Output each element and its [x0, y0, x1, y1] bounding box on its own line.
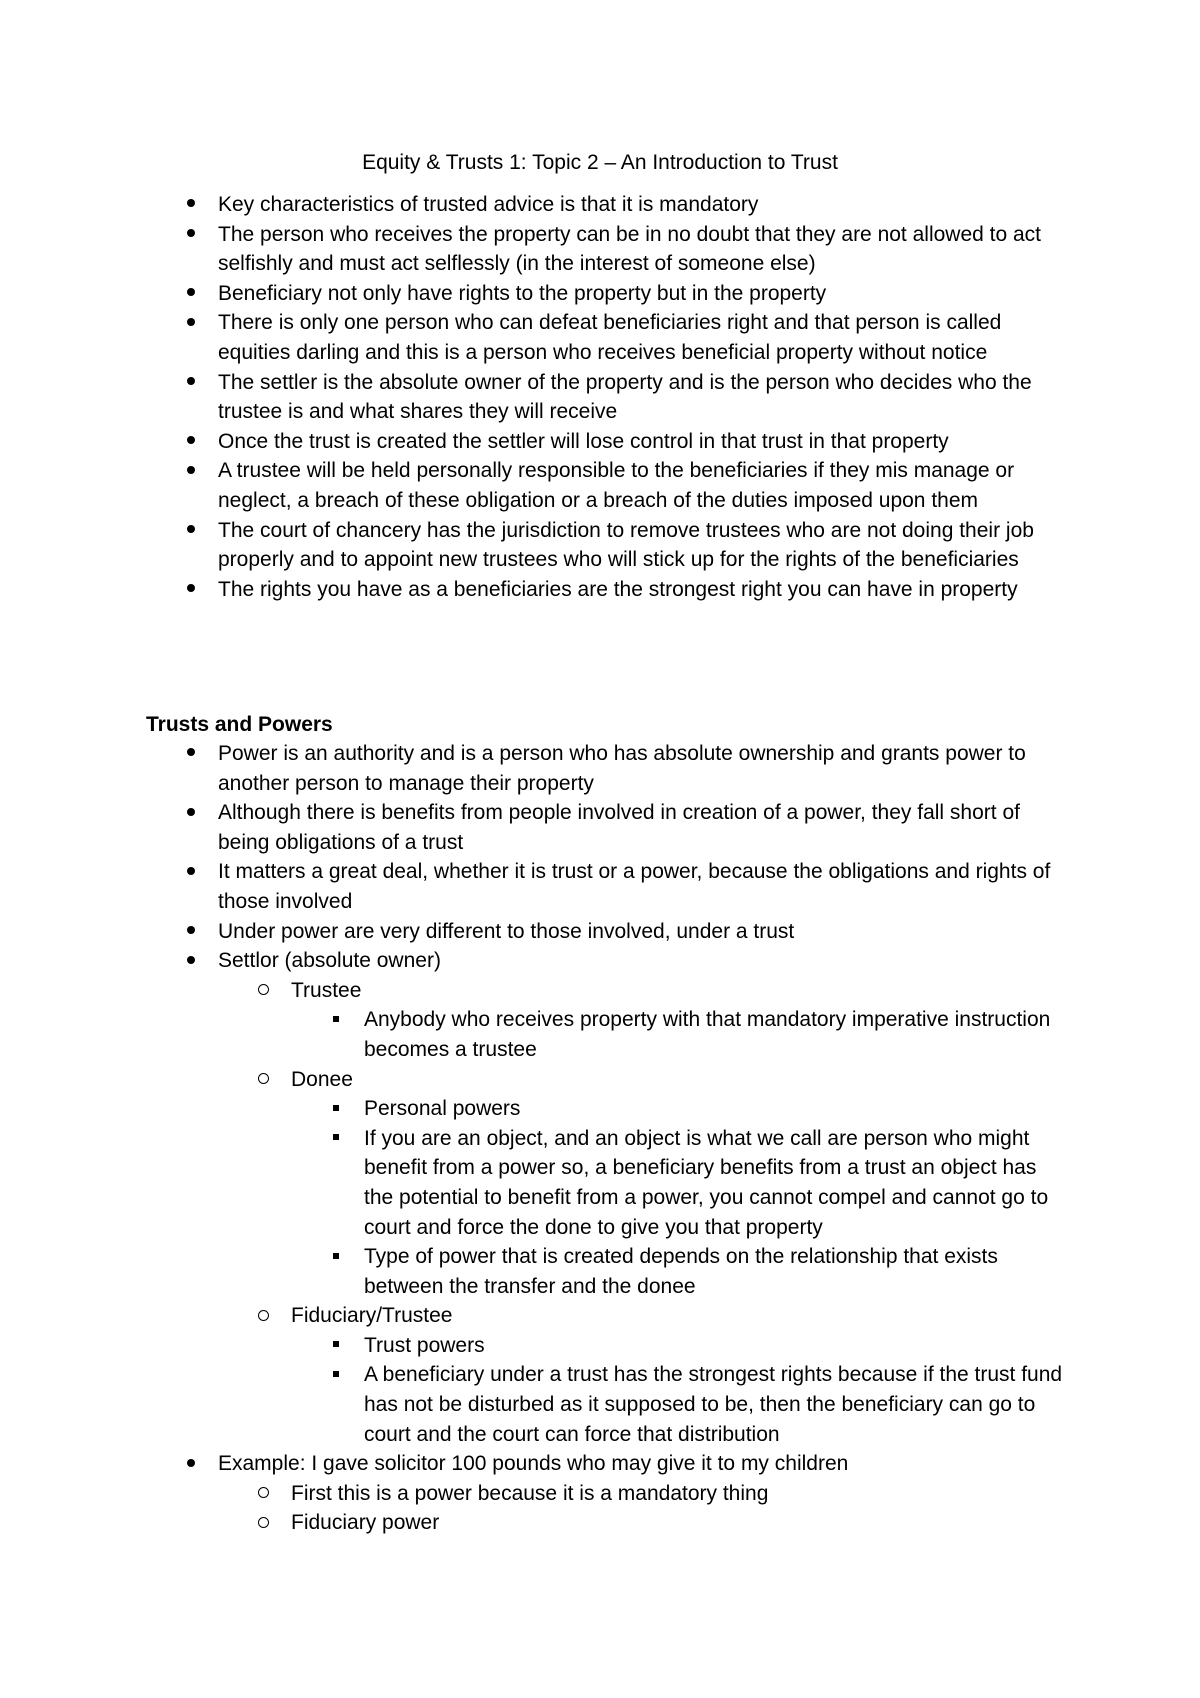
list-item: A beneficiary under a trust has the strongest rights because if the trust fund has not be disturbed as it supposed to be, then the beneficiary can go to court and the court can force that distribution [0, 1360, 1068, 1449]
list-item: If you are an object, and an object is what we call are person who might benefit from a power so, a beneficiary benefits from a trust an object has the potential to benefit from a power, you cannot compel and cannot go to court and force the done to give you that property [0, 1124, 1068, 1242]
bullet-dot-icon [181, 917, 201, 947]
bullet-circle-icon [253, 976, 273, 1006]
list-item: Beneficiary not only have rights to the property but in the property [0, 279, 1068, 309]
list-item: First this is a power because it is a mandatory thing [0, 1479, 1068, 1509]
bullet-dot-icon [181, 516, 201, 546]
bullet-dot-icon [181, 456, 201, 486]
bullet-square-icon [326, 1360, 346, 1390]
bullet-dot-icon [181, 857, 201, 887]
list-item: Fiduciary power [0, 1508, 1068, 1538]
bullet-dot-icon [181, 427, 201, 457]
bullet-dot-icon [181, 798, 201, 828]
bullet-square-icon [326, 1124, 346, 1154]
bullet-dot-icon [181, 279, 201, 309]
list-item: Example: I gave solicitor 100 pounds who may give it to my children [0, 1449, 1068, 1479]
bullet-square-icon [326, 1242, 346, 1272]
list-item: Anybody who receives property with that mandatory imperative instruction becomes a trustee [0, 1005, 1068, 1064]
list-item: The person who receives the property can be in no doubt that they are not allowed to act selfishly and must act selflessly (in the interest of someone else) [0, 220, 1068, 279]
bullet-dot-icon [181, 308, 201, 338]
list-item: Key characteristics of trusted advice is that it is mandatory [0, 190, 1068, 220]
bullet-circle-icon [253, 1508, 273, 1538]
intro-bullet-list [0, 190, 1200, 604]
bullet-circle-icon [253, 1301, 273, 1331]
bullet-circle-icon [253, 1479, 273, 1509]
bullet-dot-icon [181, 190, 201, 220]
bullet-dot-icon [181, 1449, 201, 1479]
bullet-circle-icon [253, 1065, 273, 1095]
bullet-square-icon [326, 1005, 346, 1035]
section-heading: Trusts and Powers [146, 713, 333, 736]
list-item: Trust powers [0, 1331, 1068, 1361]
list-item: The court of chancery has the jurisdiction to remove trustees who are not doing their job properly and to appoint new trustees who will stick up for the rights of the beneficiaries [0, 516, 1068, 575]
list-item: Once the trust is created the settler will lose control in that trust in that property [0, 427, 1068, 457]
list-item: It matters a great deal, whether it is trust or a power, because the obligations and rights of those involved [0, 857, 1068, 916]
bullet-dot-icon [181, 220, 201, 250]
list-item: The settler is the absolute owner of the property and is the person who decides who the trustee is and what shares they will receive [0, 368, 1068, 427]
bullet-dot-icon [181, 368, 201, 398]
list-item: Personal powers [0, 1094, 1068, 1124]
list-item: Settlor (absolute owner) [0, 946, 1068, 976]
list-item: A trustee will be held personally responsible to the beneficiaries if they mis manage or neglect, a breach of these obligation or a breach of the duties imposed upon them [0, 456, 1068, 515]
bullet-dot-icon [181, 739, 201, 769]
list-item: Power is an authority and is a person who has absolute ownership and grants power to another person to manage their property [0, 739, 1068, 798]
list-item: The rights you have as a beneficiaries are the strongest right you can have in property [0, 575, 1068, 605]
list-item: Donee [0, 1065, 1068, 1095]
list-item: Fiduciary/Trustee [0, 1301, 1068, 1331]
bullet-square-icon [326, 1094, 346, 1124]
list-item: Although there is benefits from people involved in creation of a power, they fall short of being obligations of a trust [0, 798, 1068, 857]
bullet-dot-icon [181, 946, 201, 976]
bullet-square-icon [326, 1331, 346, 1361]
list-item: There is only one person who can defeat beneficiaries right and that person is called equities darling and this is a person who receives beneficial property without notice [0, 308, 1068, 367]
list-item: Type of power that is created depends on the relationship that exists between the transfer and the donee [0, 1242, 1068, 1301]
document-title: Equity & Trusts 1: Topic 2 – An Introduction to Trust [362, 151, 838, 174]
list-item: Under power are very different to those involved, under a trust [0, 917, 1068, 947]
bullet-dot-icon [181, 575, 201, 605]
list-item: Trustee [0, 976, 1068, 1006]
section-bullet-list [0, 739, 1200, 1538]
